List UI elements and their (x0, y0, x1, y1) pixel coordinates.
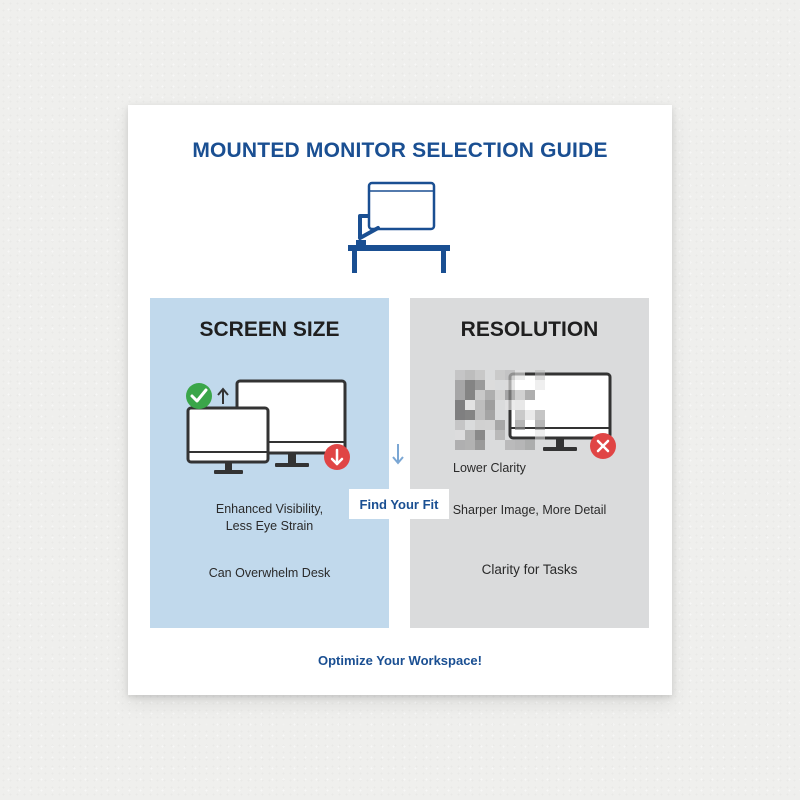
pixel-block (475, 370, 485, 380)
pixel-block (515, 410, 525, 420)
resolution-panel (410, 298, 649, 628)
pixel-block (475, 430, 485, 440)
pixel-block (505, 390, 515, 400)
pixel-block (455, 420, 465, 430)
pixel-block (525, 440, 535, 450)
selection-guide-card (128, 105, 672, 695)
pixel-block (465, 400, 475, 410)
screen-size-heading: SCREEN SIZE (199, 318, 340, 341)
pixel-block (475, 420, 485, 430)
pixel-block (515, 400, 525, 410)
pixel-block (465, 370, 475, 380)
resolution-illustration (455, 370, 625, 460)
resolution-benefit: Sharper Image, More Detail (452, 503, 607, 517)
pixel-block (505, 440, 515, 450)
pixel-block (535, 370, 545, 380)
pixel-block (495, 430, 505, 440)
arrow-up-icon (218, 389, 228, 404)
pixel-block (465, 410, 475, 420)
pixel-block (465, 440, 475, 450)
arrow-down-icon (324, 444, 350, 470)
pixel-block (505, 380, 515, 390)
screen-size-benefit-line-2: Less Eye Strain (225, 519, 314, 533)
pixel-block (535, 420, 545, 430)
pixel-block (495, 420, 505, 430)
pixel-block (455, 430, 465, 440)
pixel-block (495, 390, 505, 400)
pixel-block (455, 390, 465, 400)
pixel-block (455, 410, 465, 420)
find-your-fit-badge: Find Your Fit (349, 489, 449, 519)
check-icon (186, 383, 212, 409)
monitor-comparison-illustration (185, 378, 365, 478)
screen-size-drawback: Can Overwhelm Desk (208, 566, 331, 580)
pixel-block (465, 390, 475, 400)
pixel-block (455, 400, 465, 410)
pixel-block (535, 380, 545, 390)
pixel-block (485, 400, 495, 410)
pixel-block (515, 390, 525, 400)
screen-size-benefit-line-1: Enhanced Visibility, (215, 502, 324, 516)
guide-title: MOUNTED MONITOR SELECTION GUIDE (192, 139, 608, 162)
resolution-heading: RESOLUTION (460, 318, 599, 341)
pixel-block (525, 410, 535, 420)
pixel-block (535, 410, 545, 420)
pixel-block (495, 370, 505, 380)
resolution-drawback: Clarity for Tasks (481, 562, 578, 577)
pixel-block (475, 400, 485, 410)
small-monitor-icon (188, 408, 268, 474)
arrow-down-icon (390, 442, 406, 466)
pixel-block (485, 410, 495, 420)
pixel-block (525, 390, 535, 400)
pixel-block (515, 370, 525, 380)
pixel-block (515, 420, 525, 430)
close-icon (590, 433, 616, 459)
footer-tagline: Optimize Your Workspace! (318, 653, 482, 668)
pixel-block (485, 380, 495, 390)
pixel-block (485, 420, 495, 430)
pixel-block (455, 380, 465, 390)
pixel-block (485, 390, 495, 400)
pixel-block (455, 370, 465, 380)
pixel-block (475, 410, 485, 420)
pixel-block (475, 380, 485, 390)
pixel-block (465, 430, 475, 440)
monitor-arm-desk-icon (344, 178, 454, 278)
pixel-block (515, 440, 525, 450)
pixel-block (475, 440, 485, 450)
pixel-block (475, 390, 485, 400)
screen-size-panel (150, 298, 389, 628)
pixel-block (505, 370, 515, 380)
pixel-block (455, 440, 465, 450)
lower-clarity-label: Lower Clarity (453, 461, 526, 475)
pixel-block (465, 380, 475, 390)
pixel-block (505, 400, 515, 410)
pixel-block (535, 430, 545, 440)
